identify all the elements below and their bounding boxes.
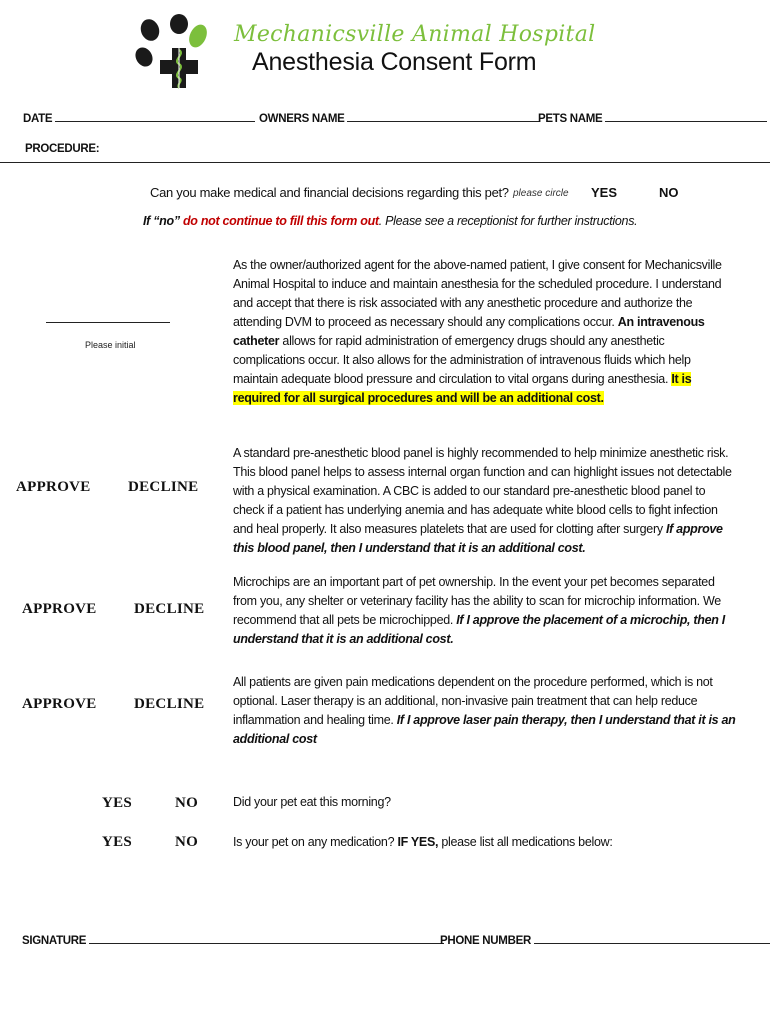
procedure-label: PROCEDURE: <box>25 143 100 155</box>
please-initial-label: Please initial <box>85 340 136 350</box>
pets-name-line[interactable] <box>605 110 767 122</box>
decision-question: Can you make medical and financial decisions regarding this pet? <box>150 185 509 200</box>
medication-no-option[interactable]: NO <box>175 834 199 850</box>
blood-panel-paragraph <box>233 444 738 558</box>
laser-approve-option[interactable]: APPROVE <box>22 696 97 712</box>
decision-no-option[interactable]: NO <box>659 185 679 200</box>
instruction-prefix: If “no” <box>143 214 180 228</box>
phone-label: PHONE NUMBER <box>440 935 531 947</box>
please-circle-note: please circle <box>513 188 569 199</box>
owners-name-field[interactable] <box>259 110 539 125</box>
laser-decline-option[interactable]: DECLINE <box>134 696 205 712</box>
signature-label: SIGNATURE <box>22 935 87 947</box>
laser-text: All patients are given pain medications dependent on the procedure performed, which is not optional. Laser therapy is an additional, non-invasive pain treatment that can help reduce inflammation and healing time. <box>233 675 713 727</box>
medication-question-suffix: please list all medications below: <box>441 835 613 849</box>
medication-question-text: Is your pet on any medication? <box>233 835 395 849</box>
paw-toe-1-icon <box>138 17 162 44</box>
blood-panel-text: A standard pre-anesthetic blood panel is highly recommended to help minimize anesthetic risk. This blood panel helps to assess internal organ function and can highlight issues not detectable with a physical examination. A CBC is added to our standard pre-anesthetic blood panel to check if a patient has underlying anemia and has adequate white blood cells to fight infection and heal properly. It also measures platelets that are used for clotting after surgery <box>233 446 732 536</box>
decision-yes-option[interactable]: YES <box>591 185 618 200</box>
consent-paragraph <box>233 256 738 408</box>
paw-toe-2-icon <box>170 14 188 34</box>
microchip-approve-option[interactable]: APPROVE <box>22 601 97 617</box>
form-title: Anesthesia Consent Form <box>252 48 537 76</box>
blood-panel-cost-note: If approve this blood panel, then I understand that it is an additional cost. <box>233 522 723 555</box>
signature-field[interactable] <box>22 932 444 947</box>
medication-question <box>233 833 613 852</box>
owners-name-label: OWNERS NAME <box>259 113 345 125</box>
initial-line[interactable] <box>46 322 170 323</box>
eat-no-option[interactable]: NO <box>175 795 199 811</box>
blood-panel-approve-option[interactable]: APPROVE <box>16 479 91 495</box>
paw-toe-accent-icon <box>186 22 208 51</box>
date-line[interactable] <box>55 110 255 122</box>
eat-question: Did your pet eat this morning? <box>233 795 391 809</box>
pets-name-label: PETS NAME <box>538 113 603 125</box>
hospital-name: Mechanicsville Animal Hospital <box>234 22 596 47</box>
consent-text: As the owner/authorized agent for the above-named patient, I give consent for Mechanicsville Animal Hospital to induce and maintain anesthesia for the scheduled procedure. I understand and accept that there is risk associated with any anesthetic procedure and authorize the attending DVM to proceed as necessary should any complications occur. <box>233 258 722 329</box>
instruction-suffix: . Please see a receptionist for further instructions. <box>378 214 638 228</box>
medication-if-yes: IF YES, <box>397 835 439 849</box>
microchip-text: Microchips are an important part of pet ownership. In the event your pet becomes separated from you, any shelter or veterinary facility has the ability to scan for microchip information. We recommend that all pets be microchipped. <box>233 575 721 627</box>
phone-line[interactable] <box>534 932 770 944</box>
header-divider <box>0 162 770 163</box>
phone-field[interactable] <box>440 932 770 947</box>
pets-name-field[interactable] <box>538 110 767 125</box>
date-field[interactable] <box>23 110 255 125</box>
paw-toe-3-icon <box>134 44 156 69</box>
laser-paragraph <box>233 673 738 749</box>
owners-name-line[interactable] <box>347 110 539 122</box>
iv-catheter-text: An intravenous catheter <box>233 315 705 348</box>
instruction-warning: do not continue to fill this form out <box>182 214 379 228</box>
medication-yes-option[interactable]: YES <box>102 834 133 850</box>
consent-text-2: allows for rapid administration of emergency drugs should any anesthetic complications occur. It also allows for the administration of intravenous fluids which help maintain adequate blood pressure and circulation to vital organs during anesthesia. <box>233 334 691 386</box>
signature-line[interactable] <box>89 932 444 944</box>
eat-yes-option[interactable]: YES <box>102 795 133 811</box>
microchip-cost-note: If I approve the placement of a microchip, then I understand that it is an additional cost. <box>233 613 725 646</box>
microchip-paragraph <box>233 573 738 649</box>
laser-cost-note: If I approve laser pain therapy, then I understand that it is an additional cost <box>233 713 736 746</box>
decision-instruction <box>143 214 637 228</box>
hospital-logo <box>134 14 208 90</box>
required-cost-note: It is required for all surgical procedures and will be an additional cost. <box>233 372 692 405</box>
blood-panel-decline-option[interactable]: DECLINE <box>128 479 199 495</box>
microchip-decline-option[interactable]: DECLINE <box>134 601 205 617</box>
date-label: DATE <box>23 113 53 125</box>
